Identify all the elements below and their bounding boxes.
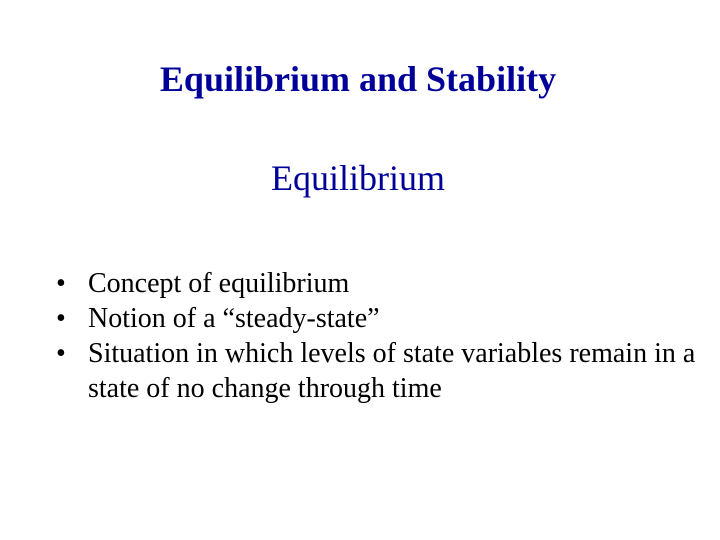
slide-subtitle: Equilibrium — [271, 158, 445, 198]
bullet-marker: • — [56, 268, 66, 299]
bullet-text: Concept of equilibrium — [88, 268, 350, 299]
bullet-text: Notion of a “steady-state” — [88, 303, 380, 334]
bullet-marker: • — [56, 303, 66, 334]
bullet-item — [56, 266, 696, 301]
bullet-text: Situation in which levels of state variables remain in a state of no change through time — [88, 338, 696, 404]
bullet-list — [56, 266, 696, 406]
bullet-item — [56, 336, 696, 406]
bullet-marker: • — [56, 338, 66, 369]
bullet-item — [56, 301, 696, 336]
slide-title: Equilibrium and Stability — [159, 59, 557, 99]
